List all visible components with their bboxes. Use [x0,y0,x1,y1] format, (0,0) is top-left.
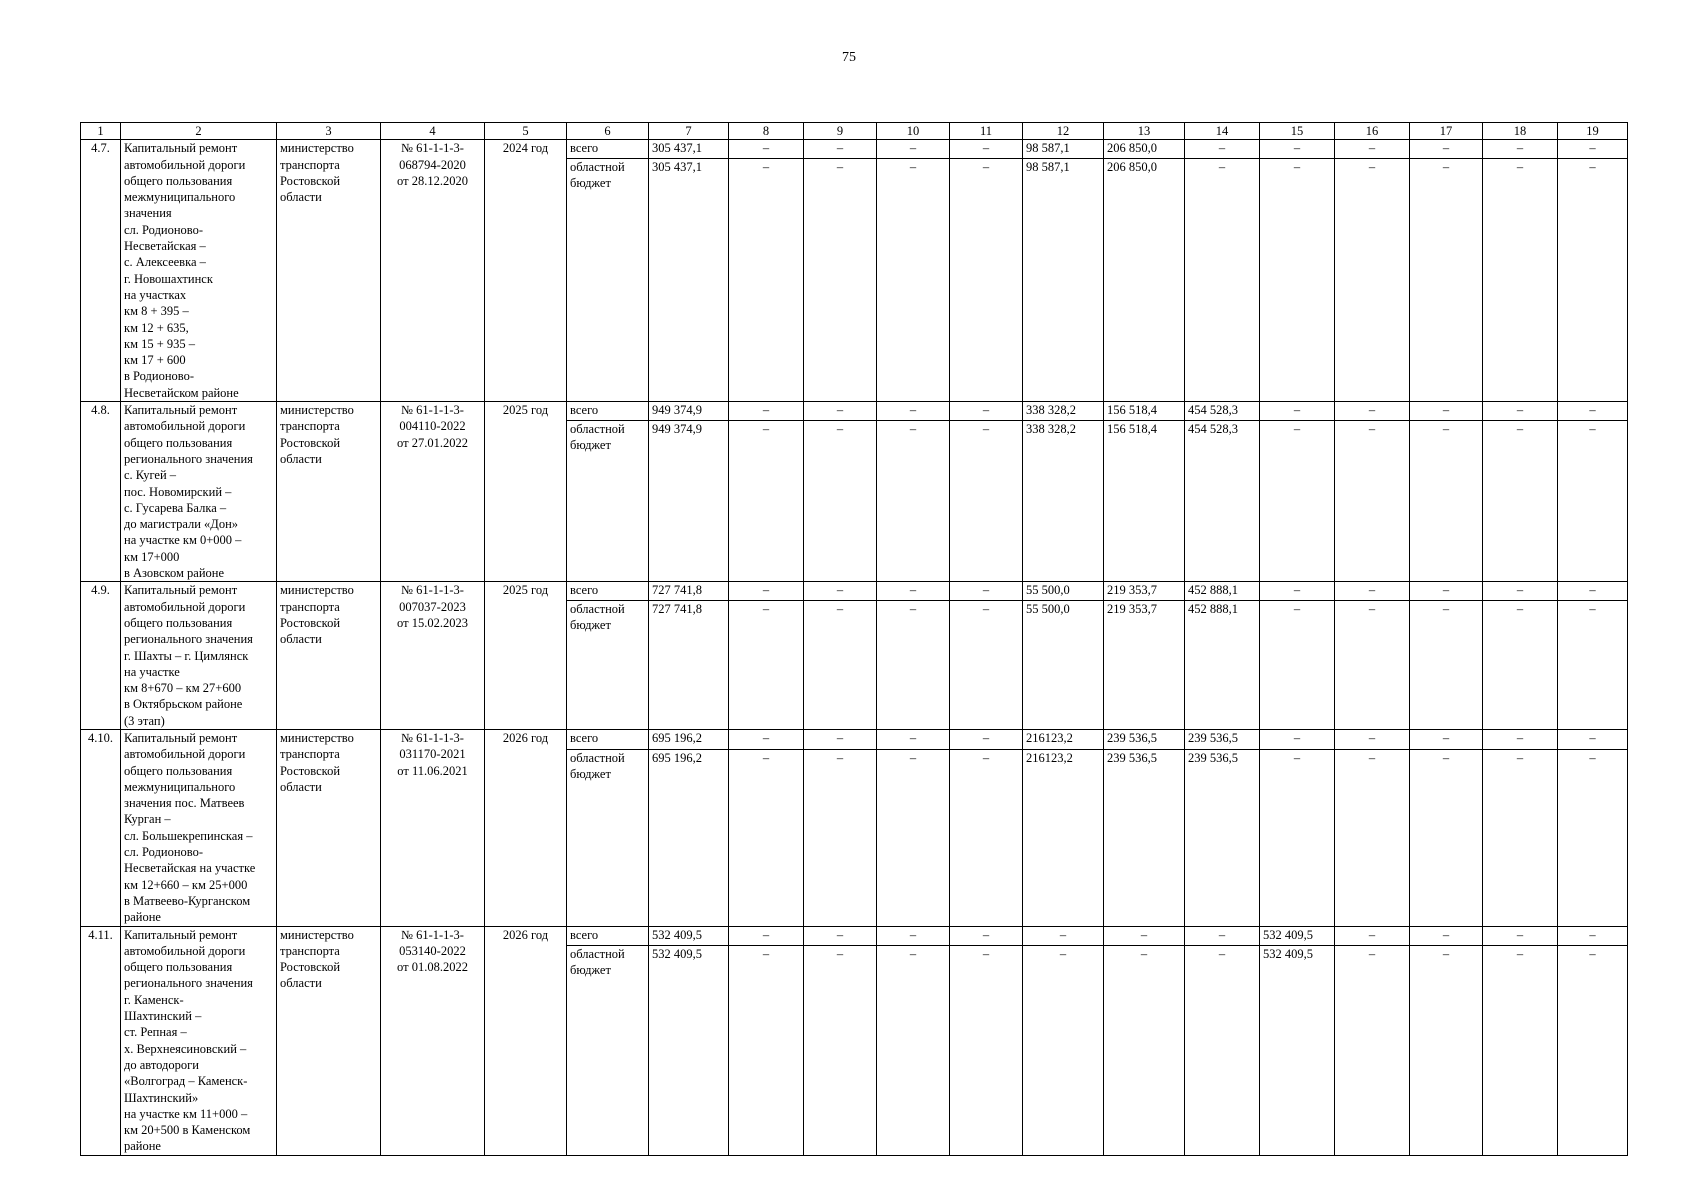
amount-cell: – [1185,946,1260,1156]
amount-cell: – [729,402,804,421]
expertise-doc: № 61-1-1-3- 004110-2022 от 27.01.2022 [381,402,485,582]
amount-cell: 727 741,8 [649,582,729,601]
amount-cell: – [1558,140,1628,158]
amount-cell: – [804,140,877,158]
amount-cell: – [1335,582,1410,601]
table-row [81,140,1628,158]
year: 2025 год [485,582,567,730]
amount-cell: – [1335,402,1410,421]
amount-cell: – [1260,140,1335,158]
amount-cell: – [1410,420,1483,581]
funding-source: областной бюджет [567,601,649,730]
amount-cell: – [1483,926,1558,946]
column-number: 16 [1335,123,1410,140]
amount-cell: – [877,140,950,158]
column-number: 17 [1410,123,1483,140]
year: 2024 год [485,140,567,402]
amount-cell: – [1335,729,1410,749]
amount-cell: 156 518,4 [1104,420,1185,581]
amount-cell: – [1483,420,1558,581]
amount-cell: – [950,749,1023,926]
column-number: 8 [729,123,804,140]
amount-cell: – [1335,140,1410,158]
amount-cell: – [1185,926,1260,946]
amount-cell: – [877,729,950,749]
page-number: 75 [842,50,856,65]
amount-cell: – [950,601,1023,730]
amount-cell: 532 409,5 [1260,926,1335,946]
amount-cell: – [804,946,877,1156]
amount-cell: 695 196,2 [649,729,729,749]
amount-cell: – [877,158,950,401]
amount-cell: – [1335,749,1410,926]
amount-cell: – [1260,402,1335,421]
funding-source: всего [567,582,649,601]
column-number: 1 [81,123,121,140]
column-number: 18 [1483,123,1558,140]
amount-cell: – [1410,946,1483,1156]
amount-cell: – [1260,729,1335,749]
amount-cell: – [804,749,877,926]
budget-table [80,122,1628,1156]
amount-cell: – [950,582,1023,601]
amount-cell: – [950,402,1023,421]
amount-cell: – [950,158,1023,401]
amount-cell: – [1410,158,1483,401]
row-number: 4.10. [81,729,121,926]
amount-cell: – [1260,420,1335,581]
amount-cell: 216123,2 [1023,749,1104,926]
amount-cell: – [729,946,804,1156]
expertise-doc: № 61-1-1-3- 053140-2022 от 01.08.2022 [381,926,485,1155]
column-number: 3 [277,123,381,140]
amount-cell: 338 328,2 [1023,402,1104,421]
amount-cell: 219 353,7 [1104,582,1185,601]
column-number: 11 [950,123,1023,140]
customer: министерство транспорта Ростовской области [277,926,381,1155]
amount-cell: – [804,926,877,946]
table-row [81,582,1628,601]
column-number: 14 [1185,123,1260,140]
object-name: Капитальный ремонт автомобильной дороги общего пользования межмуниципального значения пос. Матвеев Курган – сл. Большекрепинская – сл. Родионово- Несветайская на участке км 12+660 – км 25+000 в Матвеево-Курганском районе [121,729,277,926]
amount-cell: 532 409,5 [649,946,729,1156]
amount-cell: – [1410,402,1483,421]
column-number: 10 [877,123,950,140]
funding-source: областной бюджет [567,420,649,581]
object-name: Капитальный ремонт автомобильной дороги общего пользования регионального значения г. Каменск- Шахтинский – ст. Репная – х. Верхнеясиновский – до автодороги «Волгоград – Каменск- Шахтинский» на участке км 11+000 – км 20+500 в Каменском районе [121,926,277,1155]
amount-cell: – [1185,140,1260,158]
customer: министерство транспорта Ростовской области [277,582,381,730]
amount-cell: 156 518,4 [1104,402,1185,421]
amount-cell: 454 528,3 [1185,420,1260,581]
amount-cell: – [729,749,804,926]
expertise-doc: № 61-1-1-3- 068794-2020 от 28.12.2020 [381,140,485,402]
amount-cell: 239 536,5 [1104,729,1185,749]
amount-cell: – [877,420,950,581]
expertise-doc: № 61-1-1-3- 031170-2021 от 11.06.2021 [381,729,485,926]
amount-cell: – [1558,946,1628,1156]
amount-cell: – [1023,926,1104,946]
amount-cell: – [729,158,804,401]
amount-cell: 305 437,1 [649,158,729,401]
amount-cell: – [1410,582,1483,601]
column-number: 7 [649,123,729,140]
column-number: 15 [1260,123,1335,140]
row-number: 4.8. [81,402,121,582]
row-number: 4.9. [81,582,121,730]
amount-cell: – [729,582,804,601]
column-number: 6 [567,123,649,140]
amount-cell: – [1335,601,1410,730]
amount-cell: – [877,582,950,601]
amount-cell: 452 888,1 [1185,601,1260,730]
amount-cell: – [877,402,950,421]
amount-cell: 55 500,0 [1023,582,1104,601]
amount-cell: – [804,729,877,749]
amount-cell: – [1483,749,1558,926]
amount-cell: 98 587,1 [1023,140,1104,158]
amount-cell: – [1483,946,1558,1156]
amount-cell: – [804,601,877,730]
column-number-row [81,123,1628,140]
column-number: 9 [804,123,877,140]
amount-cell: – [1260,749,1335,926]
table-row [81,729,1628,749]
amount-cell: – [1023,946,1104,1156]
amount-cell: 239 536,5 [1185,729,1260,749]
column-number: 2 [121,123,277,140]
funding-source: областной бюджет [567,158,649,401]
funding-source: всего [567,402,649,421]
amount-cell: – [804,582,877,601]
customer: министерство транспорта Ростовской области [277,729,381,926]
amount-cell: – [1335,420,1410,581]
amount-cell: – [1260,601,1335,730]
amount-cell: 239 536,5 [1104,749,1185,926]
amount-cell: – [1335,158,1410,401]
amount-cell: – [1483,140,1558,158]
amount-cell: – [804,420,877,581]
amount-cell: – [1260,158,1335,401]
amount-cell: – [1410,601,1483,730]
row-number: 4.7. [81,140,121,402]
customer: министерство транспорта Ростовской области [277,402,381,582]
amount-cell: – [1483,601,1558,730]
amount-cell: 338 328,2 [1023,420,1104,581]
amount-cell: – [1335,926,1410,946]
column-number: 12 [1023,123,1104,140]
table-row [81,402,1628,421]
amount-cell: 98 587,1 [1023,158,1104,401]
object-name: Капитальный ремонт автомобильной дороги общего пользования межмуниципального значения сл. Родионово- Несветайская – с. Алексеевка – г. Новошахтинск на участках км 8 + 395 – км 12 + 635, км 15 + 935 – км 17 + 600 в Родионово- Несветайском районе [121,140,277,402]
row-number: 4.11. [81,926,121,1155]
funding-source: областной бюджет [567,946,649,1156]
amount-cell: 532 409,5 [649,926,729,946]
amount-cell: – [1260,582,1335,601]
amount-cell: – [950,420,1023,581]
amount-cell: 216123,2 [1023,729,1104,749]
amount-cell: – [950,729,1023,749]
amount-cell: – [804,158,877,401]
customer: министерство транспорта Ростовской области [277,140,381,402]
amount-cell: – [1104,926,1185,946]
amount-cell: 727 741,8 [649,601,729,730]
column-number: 13 [1104,123,1185,140]
amount-cell: – [877,601,950,730]
column-number: 4 [381,123,485,140]
amount-cell: 206 850,0 [1104,140,1185,158]
amount-cell: – [729,601,804,730]
amount-cell: – [877,926,950,946]
amount-cell: – [1558,420,1628,581]
amount-cell: – [1104,946,1185,1156]
funding-source: всего [567,729,649,749]
amount-cell: 452 888,1 [1185,582,1260,601]
funding-source: областной бюджет [567,749,649,926]
amount-cell: – [1483,158,1558,401]
column-number: 5 [485,123,567,140]
funding-source: всего [567,140,649,158]
year: 2026 год [485,729,567,926]
amount-cell: 206 850,0 [1104,158,1185,401]
amount-cell: – [950,140,1023,158]
amount-cell: – [877,946,950,1156]
amount-cell: – [1410,749,1483,926]
amount-cell: 305 437,1 [649,140,729,158]
funding-source: всего [567,926,649,946]
amount-cell: 949 374,9 [649,420,729,581]
amount-cell: – [1483,582,1558,601]
amount-cell: – [1558,158,1628,401]
amount-cell: – [1483,402,1558,421]
amount-cell: – [950,946,1023,1156]
amount-cell: – [1558,749,1628,926]
amount-cell: – [1410,140,1483,158]
amount-cell: – [1483,729,1558,749]
amount-cell: 219 353,7 [1104,601,1185,730]
amount-cell: – [877,749,950,926]
amount-cell: – [950,926,1023,946]
amount-cell: – [1335,946,1410,1156]
amount-cell: – [729,420,804,581]
amount-cell: – [729,729,804,749]
amount-cell: – [1410,926,1483,946]
amount-cell: – [1558,582,1628,601]
amount-cell: 949 374,9 [649,402,729,421]
amount-cell: 454 528,3 [1185,402,1260,421]
amount-cell: – [1410,729,1483,749]
amount-cell: 55 500,0 [1023,601,1104,730]
amount-cell: – [804,402,877,421]
amount-cell: – [1558,926,1628,946]
year: 2025 год [485,402,567,582]
amount-cell: 532 409,5 [1260,946,1335,1156]
amount-cell: – [729,140,804,158]
object-name: Капитальный ремонт автомобильной дороги общего пользования регионального значения г. Шахты – г. Цимлянск на участке км 8+670 – км 27+600 в Октябрьском районе (3 этап) [121,582,277,730]
object-name: Капитальный ремонт автомобильной дороги общего пользования регионального значения с. Кугей – пос. Новомирский – с. Гусарева Балка – до магистрали «Дон» на участке км 0+000 – км 17+000 в Азовском районе [121,402,277,582]
column-number: 19 [1558,123,1628,140]
table-row [81,926,1628,946]
year: 2026 год [485,926,567,1155]
amount-cell: – [1558,729,1628,749]
expertise-doc: № 61-1-1-3- 007037-2023 от 15.02.2023 [381,582,485,730]
amount-cell: – [1558,402,1628,421]
amount-cell: – [729,926,804,946]
amount-cell: – [1185,158,1260,401]
amount-cell: 695 196,2 [649,749,729,926]
amount-cell: 239 536,5 [1185,749,1260,926]
amount-cell: – [1558,601,1628,730]
